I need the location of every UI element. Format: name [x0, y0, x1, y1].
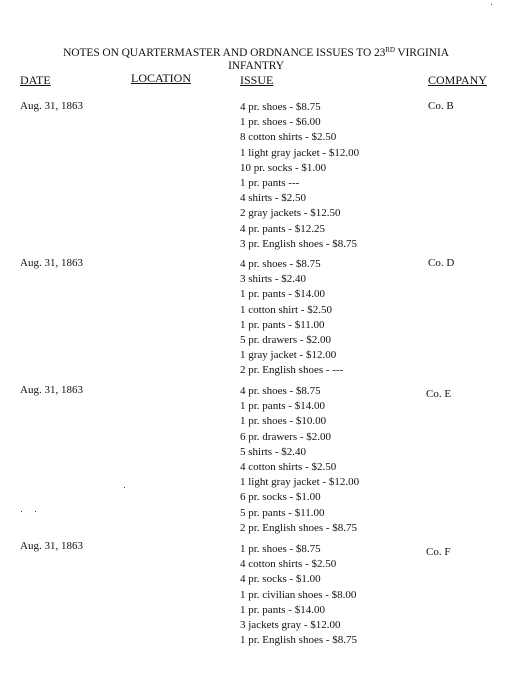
issue-item: 1 pr. civilian shoes - $8.00	[240, 588, 357, 601]
issue-item: 1 pr. pants - $14.00	[240, 603, 325, 616]
issue-list	[240, 100, 359, 252]
issue-item: 1 pr. shoes - $6.00	[240, 116, 321, 129]
issue-item: 6 pr. socks - $1.00	[240, 491, 321, 504]
scan-speck	[491, 4, 492, 5]
header-location: LOCATION	[131, 71, 191, 85]
title-line-1	[0, 44, 512, 60]
entry-date: Aug. 31, 1863	[20, 540, 83, 552]
issue-item: 6 pr. drawers - $2.00	[240, 430, 332, 443]
entry-company: Co. D	[428, 257, 455, 269]
issue-item: 4 shirts - $2.50	[240, 192, 306, 205]
issue-item: 1 pr. shoes - $10.00	[240, 415, 327, 428]
issue-item: 4 pr. shoes - $8.75	[240, 101, 321, 113]
issue-item: 4 cotton shirts - $2.50	[240, 558, 337, 571]
issue-item: 1 light gray jacket - $12.00	[240, 146, 360, 159]
issue-item: 5 pr. drawers - $2.00	[240, 333, 332, 346]
issue-item: 4 pr. shoes - $8.75	[240, 258, 321, 270]
issue-item: 2 pr. English shoes - $8.75	[240, 521, 358, 534]
entry-company: Co. E	[426, 388, 452, 400]
header-company: COMPANY	[428, 73, 487, 87]
issue-item: 1 pr. pants ---	[240, 176, 300, 189]
issue-item: 2 pr. English shoes - ---	[240, 364, 344, 377]
document-title	[0, 44, 512, 73]
scan-speck	[35, 511, 36, 512]
issue-item: 4 pr. shoes - $8.75	[240, 385, 321, 397]
issue-item: 3 jackets gray - $12.00	[240, 618, 341, 631]
issue-list	[240, 384, 359, 536]
issue-item: 4 cotton shirts - $2.50	[240, 460, 337, 473]
issue-item: 4 pr. socks - $1.00	[240, 573, 321, 586]
issue-item: 2 gray jackets - $12.50	[240, 207, 341, 220]
title-superscript: RD	[385, 46, 395, 54]
issue-item: 1 pr. pants - $11.00	[240, 318, 325, 331]
header-date: DATE	[20, 73, 51, 87]
issue-item: 1 cotton shirt - $2.50	[240, 303, 332, 316]
issue-item: 5 pr. pants - $11.00	[240, 506, 325, 519]
issue-list	[240, 257, 343, 379]
title-line-2: INFANTRY	[228, 60, 284, 72]
title-text-suffix: VIRGINIA	[394, 47, 449, 59]
issue-item: 5 shirts - $2.40	[240, 445, 306, 458]
issue-item: 10 pr. socks - $1.00	[240, 161, 327, 174]
scan-speck	[124, 487, 125, 488]
issue-item: 8 cotton shirts - $2.50	[240, 131, 337, 144]
issue-item: 3 shirts - $2.40	[240, 273, 306, 286]
issue-item: 1 pr. pants - $14.00	[240, 288, 325, 301]
issue-item: 1 gray jacket - $12.00	[240, 349, 337, 362]
header-issue: ISSUE	[240, 73, 274, 87]
issue-item: 4 pr. pants - $12.25	[240, 222, 325, 235]
issue-item: 1 pr. shoes - $8.75	[240, 543, 321, 555]
issue-item: 1 light gray jacket - $12.00	[240, 476, 360, 489]
entry-date: Aug. 31, 1863	[20, 257, 83, 269]
entry-company: Co. B	[428, 100, 454, 112]
issue-item: 1 pr. English shoes - $8.75	[240, 634, 358, 647]
issue-item: 3 pr. English shoes - $8.75	[240, 237, 358, 250]
entry-date: Aug. 31, 1863	[20, 384, 83, 396]
issue-list	[240, 542, 357, 648]
entry-company: Co. F	[426, 546, 451, 558]
title-text: NOTES ON QUARTERMASTER AND ORDNANCE ISSUES TO 23	[63, 47, 386, 59]
issue-item: 1 pr. pants - $14.00	[240, 400, 325, 413]
scan-speck	[21, 511, 22, 512]
entry-date: Aug. 31, 1863	[20, 100, 83, 112]
